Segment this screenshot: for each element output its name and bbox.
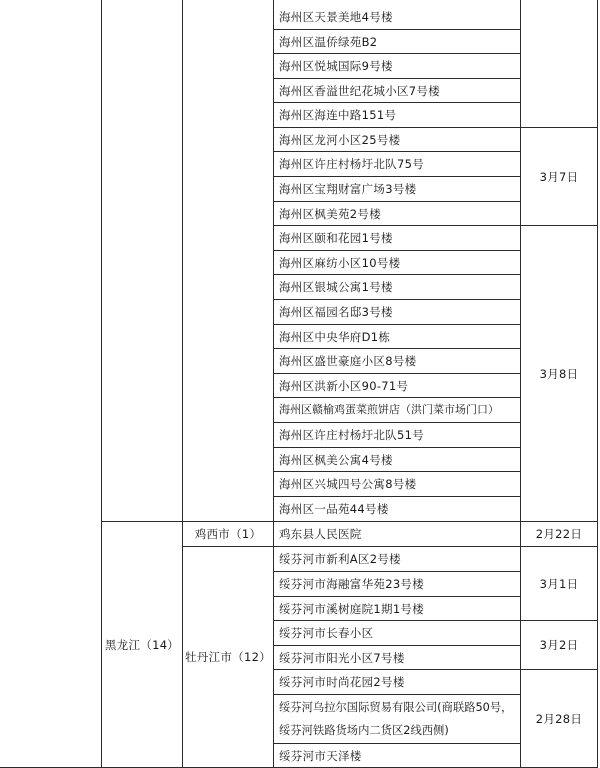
place-cell: 海州区福园名邸3号楼 xyxy=(279,305,393,319)
place-cell: 海州区香溢世纪花城小区7号楼 xyxy=(279,83,441,98)
place-cell: 海州区一品苑44号楼 xyxy=(279,502,389,516)
place-cell: 海州区龙河小区25号楼 xyxy=(279,132,401,147)
date-cell: 3月7日 xyxy=(539,169,579,184)
date-cell: 2月28日 xyxy=(535,711,583,726)
place-cell: 海州区温侨绿苑B2 xyxy=(279,34,378,49)
grid-line xyxy=(597,0,598,768)
place-cell: 海州区枫美公寓4号楼 xyxy=(279,452,393,467)
date-cell: 3月2日 xyxy=(539,638,579,652)
place-cell: 海州区颐和花园1号楼 xyxy=(279,231,393,245)
place-cell: 绥芬河市溪树庭院1期1号楼 xyxy=(279,601,425,616)
place-cell: 海州区麻纺小区10号楼 xyxy=(279,255,401,270)
place-cell: 海州区天景美地4号楼 xyxy=(279,10,393,24)
place-cell: 海州区洪新小区90-71号 xyxy=(279,378,409,393)
place-cell: 海州区许庄村杨圩北队51号 xyxy=(279,428,425,442)
place-cell: 海州区海连中路151号 xyxy=(279,108,397,122)
date-cell: 2月22日 xyxy=(535,527,583,541)
place-cell: 绥芬河市天泽楼 xyxy=(279,748,362,763)
province-cell: 黑龙江（14） xyxy=(104,637,180,652)
place-cell: 海州区枫美苑2号楼 xyxy=(279,206,382,221)
place-cell: 绥芬河市阳光小区7号楼 xyxy=(279,650,405,665)
city-cell: 鸡西市（1） xyxy=(194,527,262,541)
place-cell: 绥芬河乌拉尔国际贸易有限公司(商联路50号，绥芬河铁路货场内二货区2线西侧) xyxy=(279,701,513,737)
place-cell: 海州区赣榆鸡蛋菜煎饼店（洪门菜市场门口） xyxy=(279,403,499,416)
place-cell: 绥芬河市长春小区 xyxy=(279,626,374,640)
place-cell: 绥芬河市海融富华苑23号楼 xyxy=(279,577,425,591)
place-cell: 海州区盛世豪庭小区8号楼 xyxy=(279,354,417,368)
place-cell: 海州区中央华府D1栋 xyxy=(279,329,391,344)
place-cell: 海州区兴城四号公寓8号楼 xyxy=(279,477,417,491)
place-cell: 海州区悦城国际9号楼 xyxy=(279,59,393,73)
place-cell: 海州区银城公寓1号楼 xyxy=(279,280,393,294)
place-cell: 鸡东县人民医院 xyxy=(279,527,362,541)
place-cell: 海州区宝翔财富广场3号楼 xyxy=(279,182,417,196)
place-cell: 绥芬河市新利A区2号楼 xyxy=(279,552,401,566)
city-cell: 牡丹江市（12） xyxy=(184,650,272,664)
date-cell: 3月8日 xyxy=(539,366,579,381)
place-cell: 海州区许庄村杨圩北队75号 xyxy=(279,157,425,171)
place-cell: 绥芬河市时尚花园2号楼 xyxy=(279,675,405,689)
date-cell: 3月1日 xyxy=(539,576,579,591)
